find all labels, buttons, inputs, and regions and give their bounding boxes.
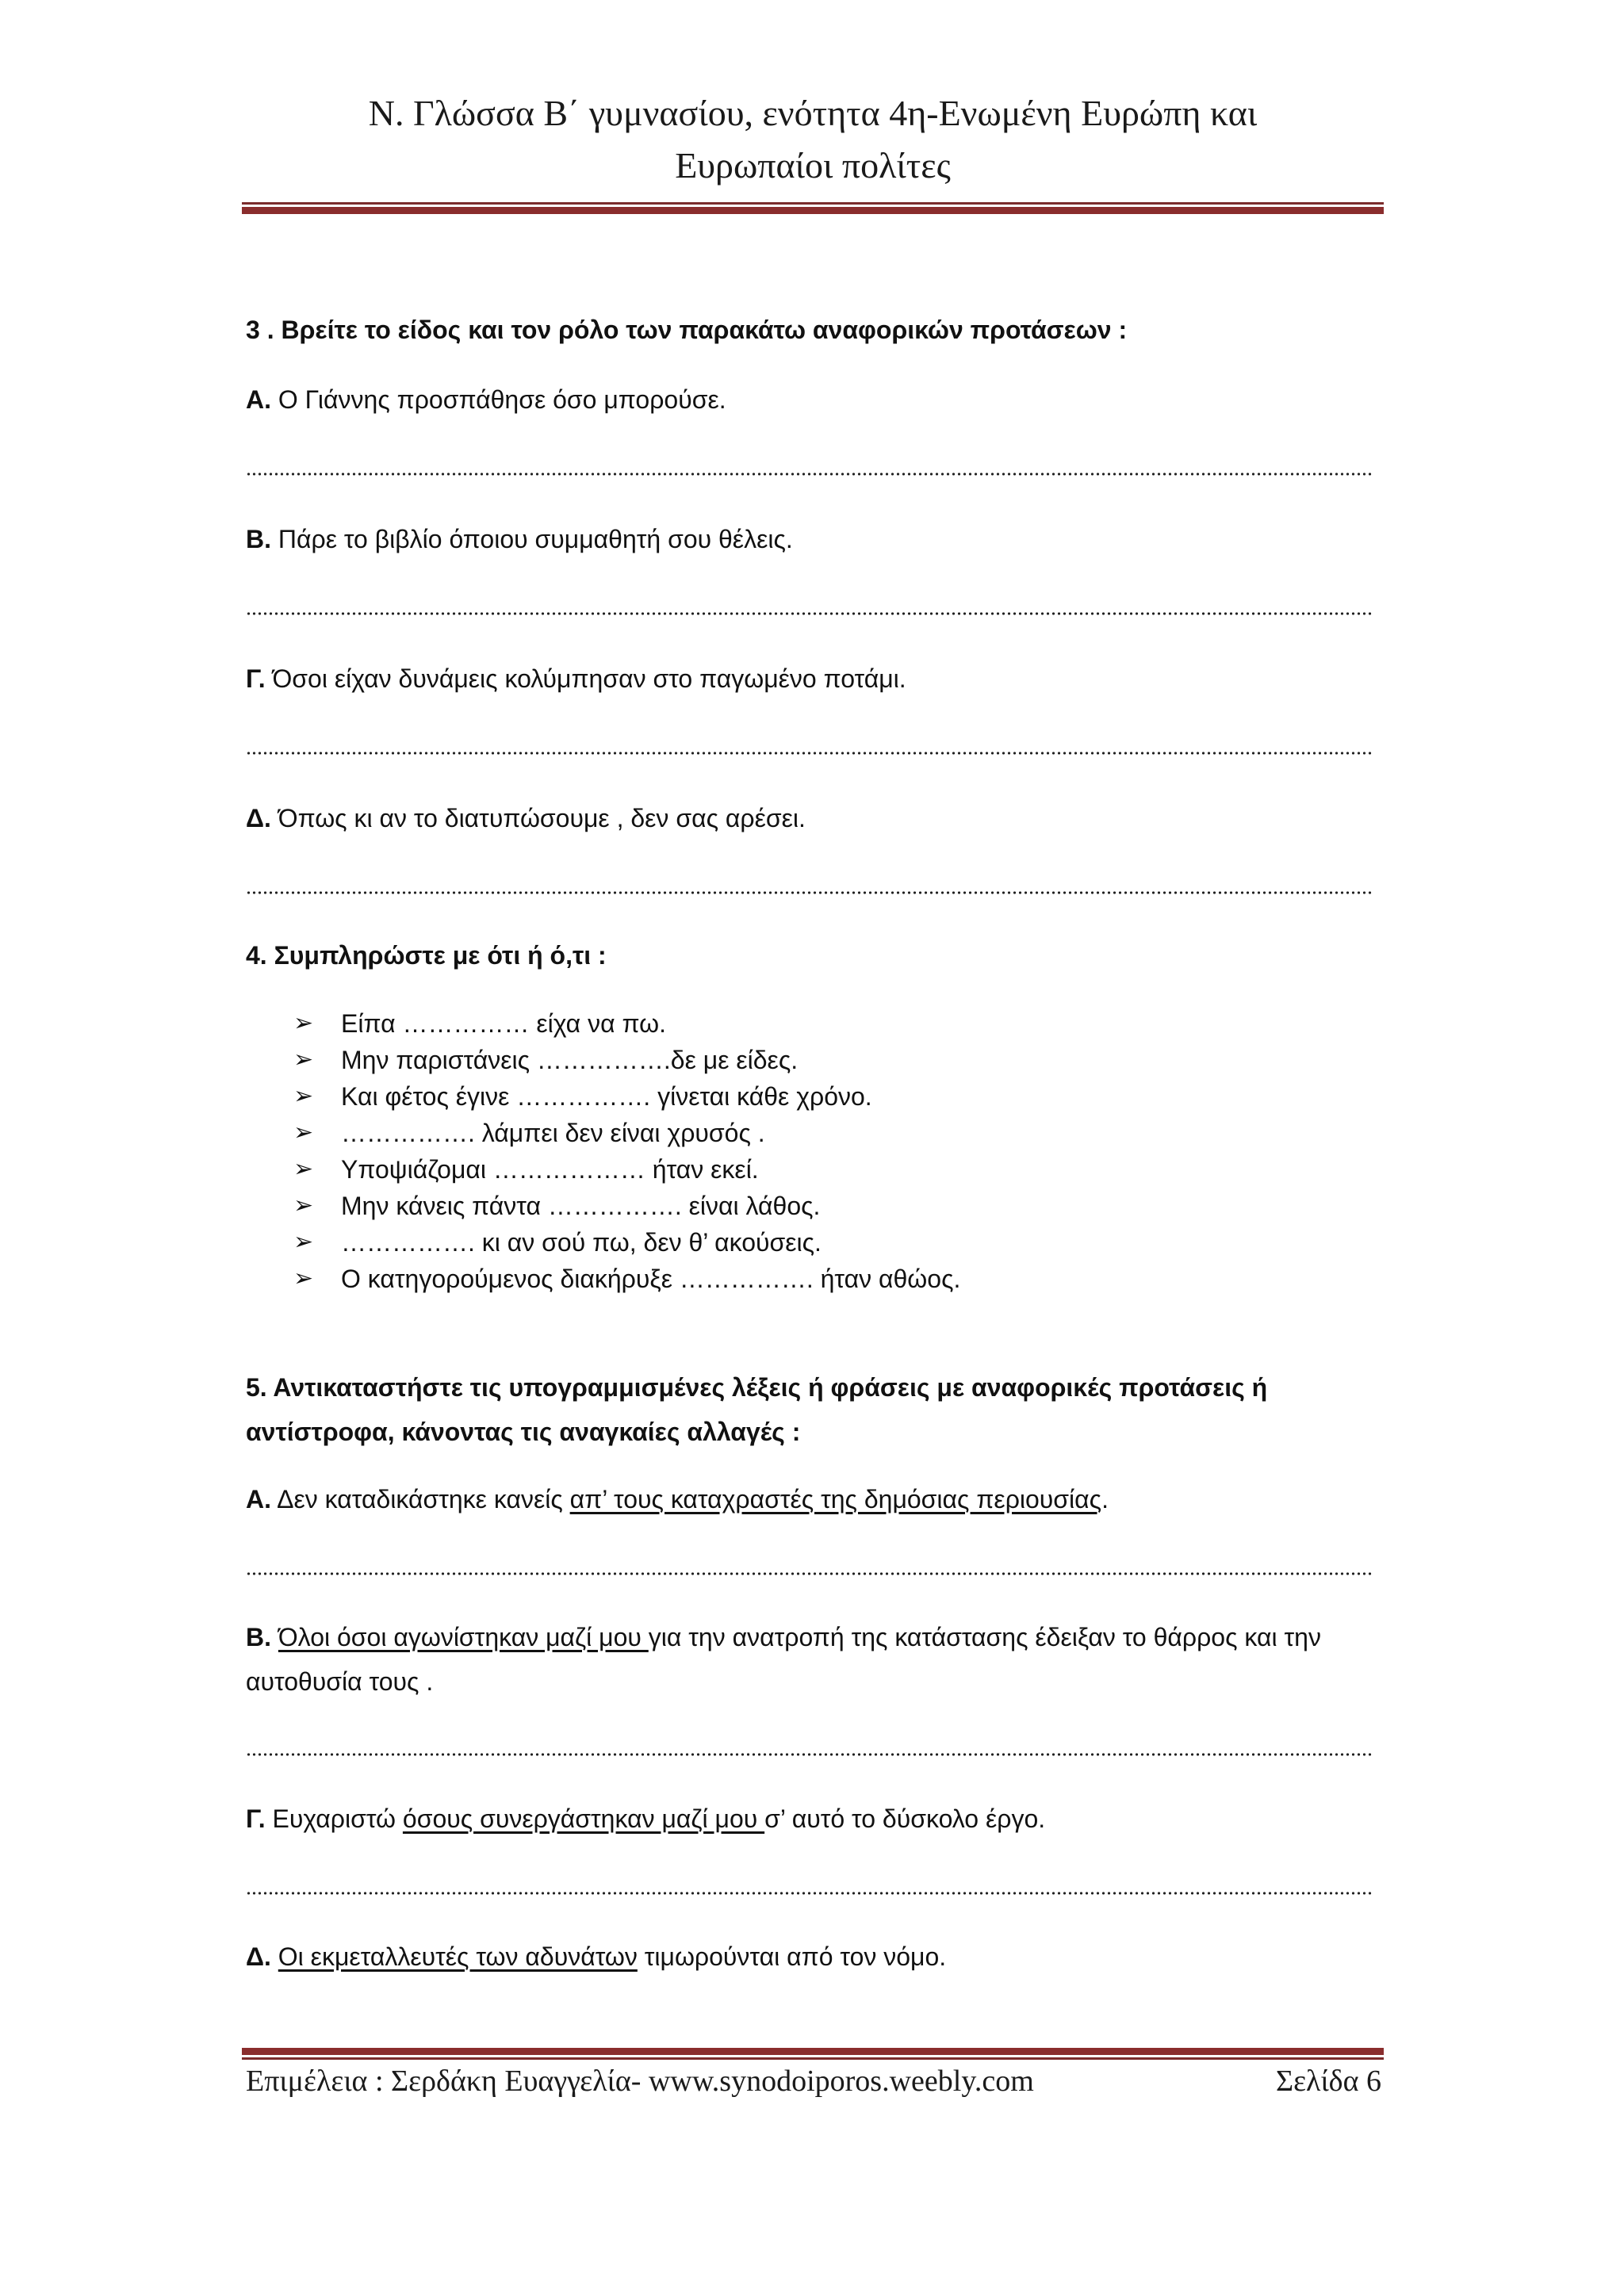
section-3-title: 3 . Βρείτε το είδος και τον ρόλο των παρακάτω αναφορικών προτάσεων :: [246, 316, 1128, 344]
item-text: Όσοι είχαν δυνάμεις κολύμπησαν στο παγωμένο ποτάμι.: [265, 664, 906, 693]
list-item: ➢ ……………. κι αν σού πω, δεν θ’ ακούσεις.: [246, 1224, 960, 1261]
arrow-bullet-icon: ➢: [293, 1083, 314, 1109]
answer-line[interactable]: [246, 891, 1373, 894]
underlined-phrase: Οι εκμεταλλευτές των αδυνάτων: [278, 1942, 638, 1971]
section-5-item-a: Α. Δεν καταδικάστηκε κανείς απ’ τους καταχραστές της δημόσιας περιουσίας.: [246, 1485, 1109, 1513]
footer-rule-thin: [242, 2057, 1384, 2060]
page-footer: [246, 2061, 1381, 2101]
section-5-item-d: Δ. Οι εκμεταλλευτές των αδυνάτων τιμωρούνται από τον νόμο.: [246, 1942, 947, 1971]
underlined-phrase: όσους συνεργάστηκαν μαζί μου: [402, 1804, 765, 1833]
item-letter: Γ.: [246, 664, 266, 693]
list-item: ➢ Είπα …………… είχα να πω.: [246, 1005, 960, 1042]
item-letter: Β.: [246, 1623, 271, 1651]
arrow-bullet-icon: ➢: [293, 1229, 314, 1255]
list-item: ➢ Ο κατηγορούμενος διακήρυξε ……………. ήταν αθώος.: [246, 1261, 960, 1297]
item-letter: Α.: [246, 385, 271, 414]
list-item: ➢ Υποψιάζομαι ……………… ήταν εκεί.: [246, 1151, 960, 1188]
section-3-item-b: [246, 518, 793, 561]
header-rule-thin: [242, 202, 1384, 205]
answer-line[interactable]: [246, 1572, 1373, 1575]
list-item: ➢ Και φέτος έγινε ……………. γίνεται κάθε χρόνο.: [246, 1078, 960, 1115]
section-3-item-c: [246, 657, 906, 700]
footer-credit: Επιμέλεια : Σερδάκη Ευαγγελία- www.synodoiporos.weebly.com: [246, 2064, 1034, 2098]
arrow-bullet-icon: ➢: [293, 1156, 314, 1182]
fill-in-list: [246, 1005, 960, 1297]
item-text: Ο Γιάννης προσπάθησε όσο μπορούσε.: [271, 385, 726, 414]
item-letter: Δ.: [246, 1942, 271, 1971]
item-text: Πάρε το βιβλίο όποιου συμμαθητή σου θέλεις.: [271, 525, 793, 553]
item-letter: Α.: [246, 1485, 271, 1513]
item-text: Όπως κι αν το διατυπώσουμε , δεν σας αρέσει.: [270, 804, 806, 832]
list-item: ➢ Μην παριστάνεις …………….δε με είδες.: [246, 1042, 960, 1078]
arrow-bullet-icon: ➢: [293, 1265, 314, 1292]
answer-line[interactable]: [246, 612, 1373, 615]
list-item: ➢ ……………. λάμπει δεν είναι χρυσός .: [246, 1115, 960, 1151]
arrow-bullet-icon: ➢: [293, 1010, 314, 1036]
underlined-phrase: απ’ τους καταχραστές της δημόσιας περιουσίας: [569, 1485, 1102, 1513]
section-5-title: 5. Αντικαταστήστε τις υπογραμμισμένες λέξεις ή φράσεις με αναφορικές προτάσεις ή αντίστροφα, κάνοντας τις αναγκαίες αλλαγές :: [246, 1373, 1268, 1446]
section-5-item-c: Γ. Ευχαριστώ όσους συνεργάστηκαν μαζί μου σ’ αυτό το δύσκολο έργο.: [246, 1804, 1046, 1833]
arrow-bullet-icon: ➢: [293, 1119, 314, 1146]
header-line-2: Ευρωπαίοι πολίτες: [675, 145, 951, 186]
arrow-bullet-icon: ➢: [293, 1047, 314, 1073]
section-3-item-a: [246, 378, 726, 421]
page-header: [242, 87, 1384, 192]
list-item: ➢ Μην κάνεις πάντα ……………. είναι λάθος.: [246, 1188, 960, 1224]
header-line-1: Ν. Γλώσσα Β΄ γυμνασίου, ενότητα 4η-Ενωμένη Ευρώπη και: [368, 93, 1258, 133]
answer-line[interactable]: [246, 473, 1373, 476]
item-letter: Γ.: [246, 1804, 266, 1833]
item-letter: Δ.: [246, 804, 271, 832]
item-letter: Β.: [246, 525, 271, 553]
section-3-item-d: [246, 797, 806, 840]
answer-line[interactable]: [246, 1753, 1373, 1756]
underlined-phrase: Όλοι όσοι αγωνίστηκαν μαζί μου: [278, 1623, 649, 1651]
answer-line[interactable]: [246, 752, 1373, 755]
section-4-title: 4. Συμπληρώστε με ότι ή ό,τι :: [246, 941, 607, 970]
arrow-bullet-icon: ➢: [293, 1192, 314, 1219]
page-number: Σελίδα 6: [1275, 2064, 1381, 2098]
answer-line[interactable]: [246, 1892, 1373, 1895]
footer-rule-thick: [242, 2048, 1384, 2055]
section-5-item-b: Β. Όλοι όσοι αγωνίστηκαν μαζί μου για την ανατροπή της κατάστασης έδειξαν το θάρρος και την αυτοθυσία τους .: [246, 1623, 1321, 1696]
header-rule-thick: [242, 207, 1384, 214]
